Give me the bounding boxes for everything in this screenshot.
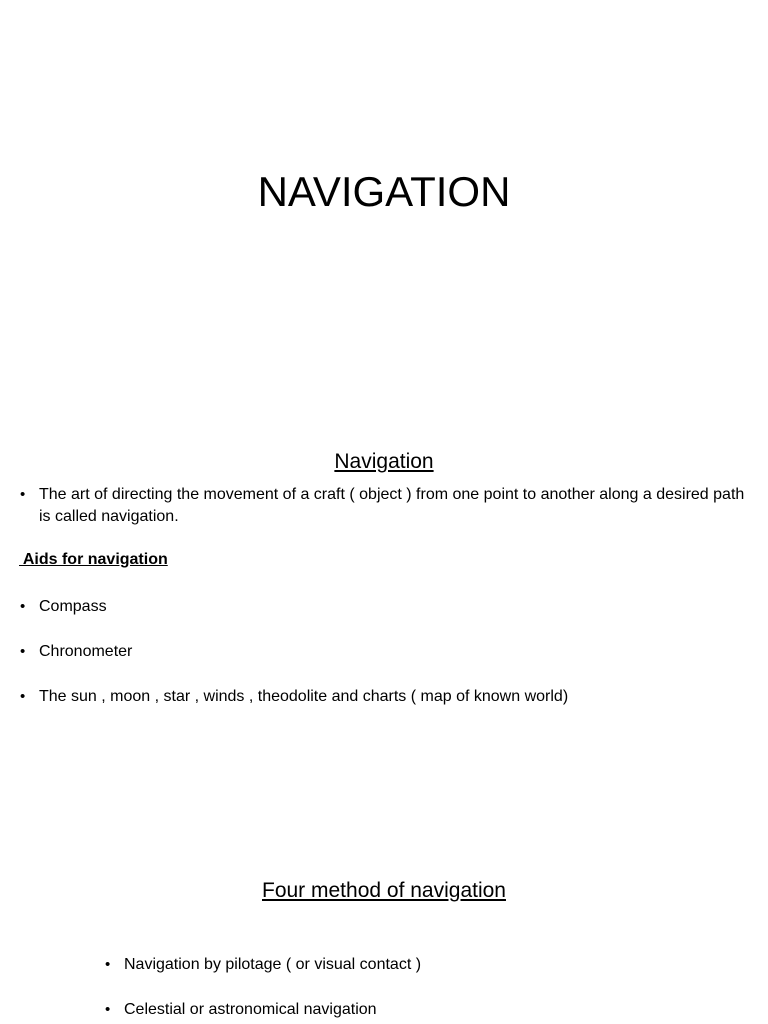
navigation-definition-slide xyxy=(0,432,768,732)
section-heading: Navigation xyxy=(334,450,434,473)
bullet-icon: • xyxy=(105,956,111,973)
list-item xyxy=(20,484,751,528)
bullet-icon: • xyxy=(105,1001,111,1018)
bullet-icon: • xyxy=(20,486,26,503)
aid-item-text: Compass xyxy=(39,598,107,615)
list-item xyxy=(105,999,377,1021)
section-heading: Four method of navigation xyxy=(262,879,506,902)
list-item xyxy=(20,686,751,708)
methods-slide xyxy=(0,860,768,1024)
title-slide xyxy=(0,0,768,400)
method-item-text: Celestial or astronomical navigation xyxy=(124,1001,377,1018)
aid-item-text: Chronometer xyxy=(39,643,133,660)
bullet-icon: • xyxy=(20,598,26,615)
main-title: NAVIGATION xyxy=(257,168,511,215)
method-item-text: Navigation by pilotage ( or visual contact ) xyxy=(124,956,422,973)
definition-text: The art of directing the movement of a craft ( object ) from one point to another along a desired path is called navigation. xyxy=(39,486,745,525)
bullet-icon: • xyxy=(20,688,26,705)
aids-subheading: Aids for navigation xyxy=(19,551,168,568)
list-item xyxy=(20,596,107,618)
aid-item-text: The sun , moon , star , winds , theodolite and charts ( map of known world) xyxy=(39,688,569,705)
list-item xyxy=(20,641,133,663)
list-item xyxy=(105,954,422,976)
bullet-icon: • xyxy=(20,643,26,660)
